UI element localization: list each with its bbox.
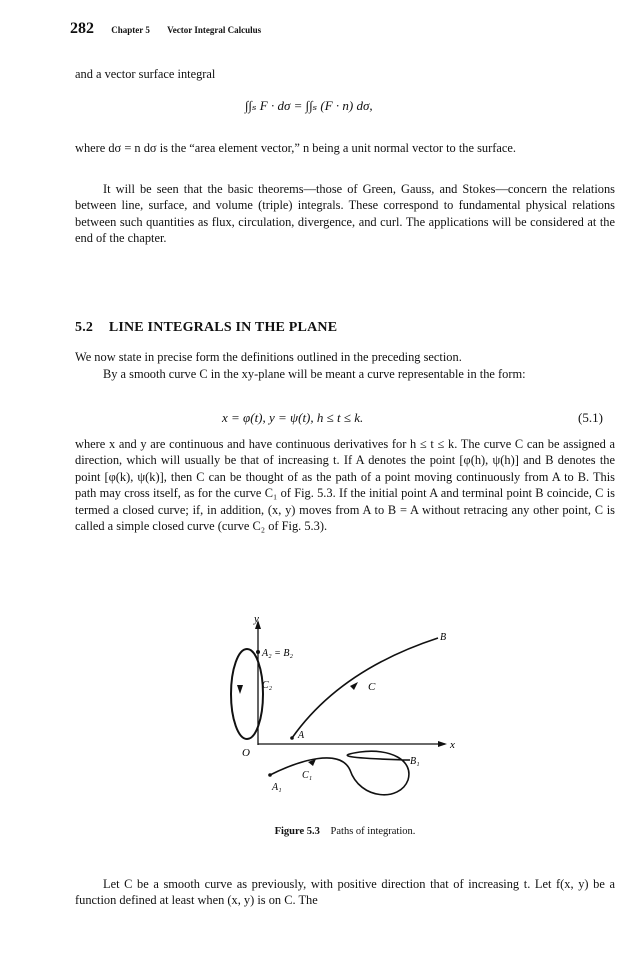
running-section-title: Vector Integral Calculus <box>167 25 262 35</box>
curve-c-arrow <box>350 682 358 690</box>
curve-c <box>292 638 438 738</box>
curve-definition-paragraph: where x and y are continuous and have continuous derivatives for h ≤ t ≤ k. The curve C can be assigned a direction, which will usually be that of increasing t. If A denotes the point [φ(h), ψ(h)] and B denotes the point [φ(k), ψ(k)], then C can be thought of as the path of a point moving continuously from A to B. This path may cross itself, as for the curve C₁ of Fig. 5.3. If the initial point A and terminal point B coincide, C is termed a closed curve; if, in addition, (x, y) moves from A to B = A without retracing any other point, C is called a simple closed curve (curve C₂ of Fig. 5.3). <box>75 437 615 534</box>
figure-caption <box>75 826 615 837</box>
figure-caption-text: Paths of integration. <box>330 826 416 837</box>
surface-integral-equation: ∫∫ₛ F · dσ = ∫∫ₛ (F · n) dσ, <box>245 98 373 113</box>
area-element-text: where dσ = n dσ is the “area element vector,” n being a unit normal vector to the surface. <box>75 141 516 155</box>
running-head <box>70 20 261 38</box>
label-c1: C₁ <box>302 770 313 781</box>
curve-c1 <box>270 751 410 795</box>
label-y: y <box>254 613 259 625</box>
section-title: LINE INTEGRALS IN THE PLANE <box>108 320 338 335</box>
label-b: B <box>440 632 447 643</box>
equation-number: (5.1) <box>578 410 603 425</box>
label-a2-b2: A₂ = B₂ <box>262 648 293 659</box>
definitions-paragraph: We now state in precise form the definitions outlined in the preceding section. <box>75 350 462 364</box>
label-a1: A₁ <box>272 782 282 793</box>
figure-paths-of-integration <box>200 610 470 820</box>
label-b1: B₁ <box>410 756 420 767</box>
label-origin: O <box>242 747 250 759</box>
label-a: A <box>298 730 305 741</box>
intro-line: and a vector surface integral <box>75 67 216 81</box>
label-x: x <box>450 739 455 751</box>
section-number: 5.2 <box>75 320 94 335</box>
point-a <box>290 736 294 740</box>
smooth-curve-paragraph: By a smooth curve C in the xy-plane will be meant a curve representable in the form: <box>103 367 526 381</box>
equation-5-1: x = φ(t), y = ψ(t), h ≤ t ≤ k. <box>222 410 364 425</box>
chapter-label: Chapter 5 <box>111 25 150 35</box>
figure-caption-label: Figure 5.3 <box>274 826 320 837</box>
page-number: 282 <box>70 20 94 37</box>
c2-direction-arrow <box>237 685 243 694</box>
label-c: C <box>368 681 376 693</box>
point-a2-b2 <box>256 650 260 654</box>
x-axis-arrow <box>438 741 447 747</box>
section-heading <box>75 320 337 336</box>
closing-paragraph: Let C be a smooth curve as previously, with positive direction that of increasing t. Let f(x, y) be a function defined at least when (x, y) is on C. The <box>75 877 615 908</box>
label-c2: C₂ <box>262 680 273 691</box>
theorems-paragraph: It will be seen that the basic theorems—those of Green, Gauss, and Stokes—concern the relations between line, surface, and volume (triple) integrals. These correspond to fundamental physical relations between such quantities as flux, circulation, divergence, and curl. The applications will be considered at the end of the chapter. <box>75 182 615 246</box>
point-a1 <box>268 773 272 777</box>
